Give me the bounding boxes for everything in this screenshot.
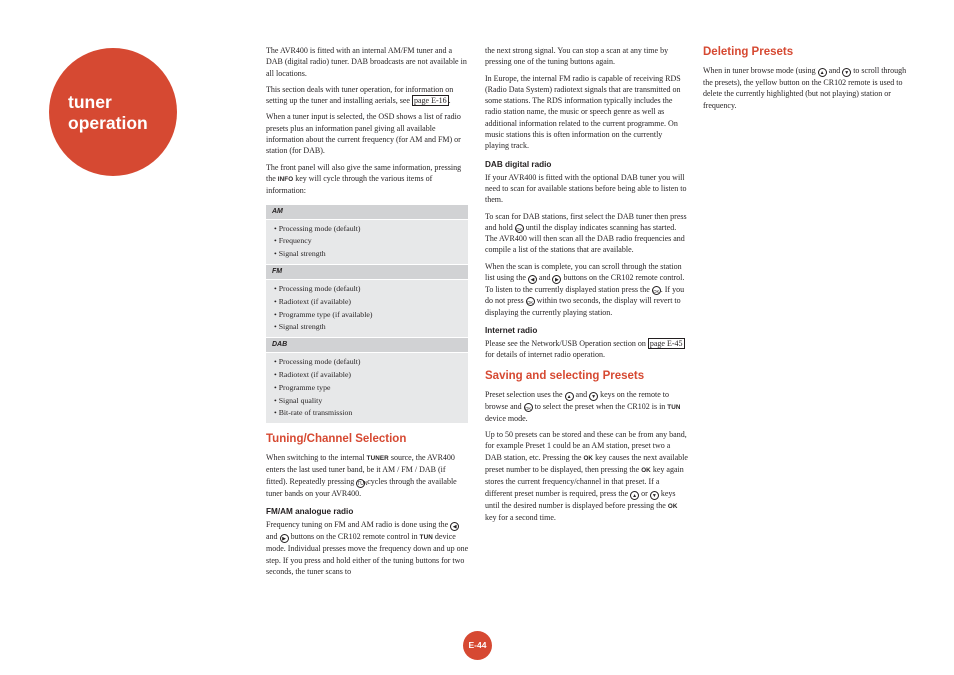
up-arrow-icon: ▲ (630, 491, 639, 500)
setup-paragraph (266, 84, 469, 107)
internet-heading: Internet radio (485, 325, 538, 335)
dab-text-2: until the display indicates scanning has started. The AVR400 will then scan all the DAB radio frequencies and compile a list of the stations that are available. (485, 222, 685, 255)
ok-key: OK (583, 454, 594, 462)
tun-button-icon: TUN (357, 480, 368, 487)
saving-and: and (575, 389, 588, 399)
fmam-text-2: buttons on the CR102 remote control in (290, 532, 418, 542)
right-arrow-icon: ▶ (280, 534, 289, 543)
deleting-paragraph (703, 65, 908, 111)
saving-text-6: key causes the next available preset number to be displayed, then pressing the (485, 452, 688, 475)
dab-text-5: . If you do not press (485, 285, 685, 306)
left-arrow-icon: ◀ (528, 275, 537, 284)
down-arrow-icon: ▼ (842, 68, 851, 77)
ok-button-icon: OK (515, 224, 524, 233)
page-ref-link[interactable]: page E-16 (413, 96, 447, 106)
ok-button-icon: OK (652, 286, 661, 295)
list-item: • Processing mode (default) (274, 223, 468, 236)
table-body-dab (266, 353, 468, 424)
saving-text-9: key for a second time. (485, 512, 556, 522)
tuner-key: TUNER (366, 455, 389, 463)
table-body-fm (266, 280, 468, 338)
saving-text-4: device mode. (485, 413, 528, 423)
scan-continue-paragraph: the next strong signal. You can stop a scan at any time by pressing one of the tuning buttons again. (485, 46, 669, 67)
info-key: INFO (277, 175, 294, 183)
deleting-text: When in tuner browse mode (using (703, 66, 816, 75)
dab-text-6: within two seconds, the display will revert to displaying the currently playing station. (485, 296, 681, 317)
column-3 (703, 45, 908, 116)
list-item: • Processing mode (default) (274, 356, 468, 369)
section-title-line1: tuner (68, 92, 112, 112)
saving-text-8: keys until the desired number is displayed before pressing the (485, 488, 676, 510)
saving-text-5: Up to 50 presets can be stored and these can be from any band, for example Preset 1 could be an AM station, preset two a DAB station, etc. Pressing the (485, 430, 687, 462)
fmam-heading: FM/AM analogue radio (266, 507, 354, 517)
down-arrow-icon: ▼ (650, 491, 659, 500)
list-item: • Bit-rate of transmission (274, 407, 468, 420)
intro-paragraph: The AVR400 is fitted with an internal AM/FM tuner and a DAB (digital radio) tuner. DAB broadcasts are not available in all locations. (266, 46, 467, 78)
saving-text-7: key again stores the current frequency/channel in that preset. If a different preset number is required, press the (485, 465, 684, 498)
fmam-text: Frequency tuning on FM and AM radio is done using the (266, 520, 449, 530)
internet-text: Please see the Network/USB Operation section on (485, 338, 646, 348)
section-title-line2: operation (68, 112, 148, 133)
fmam-paragraph (266, 519, 469, 577)
rds-paragraph: In Europe, the internal FM radio is capable of receiving RDS (Radio Data System) radiotext signals that are transmitted on some stations. The RDS information typically includes the radio station name, the music or speech genre as well as additional information related to the current programme. On music stations this is often information on the currently playing track. (485, 73, 681, 151)
list-item: • Signal strength (274, 321, 468, 334)
deleting-and: and (828, 66, 841, 75)
list-item: • Programme type (if available) (274, 309, 468, 322)
list-item: • Radiotext (if available) (274, 369, 468, 382)
dab-paragraph-2 (485, 211, 688, 256)
internet-text-2: for details of internet radio operation. (485, 350, 605, 360)
dab-text-4: buttons on the CR102 remote control. To listen to the currently displayed station press the (485, 273, 685, 295)
dab-paragraph-3 (485, 261, 688, 318)
deleting-text-2: to scroll through the presets), the yellow button on the CR102 remote is used to delete the currently highlighted (but not playing) station or frequency. (703, 66, 907, 110)
dab-heading: DAB digital radio (485, 159, 552, 169)
dab-and: and (538, 273, 551, 283)
list-item: • Radiotext (if available) (274, 296, 468, 309)
ok-key: OK (641, 467, 651, 475)
page-ref-link[interactable]: page E-45 (649, 338, 683, 348)
front-panel-text-2: key will cycle through the various items of information: (266, 173, 433, 196)
table-header-fm: FM (266, 265, 468, 280)
info-table (266, 205, 468, 425)
tuning-text-2: source, the AVR400 enters the last used tuner band, be it AM / FM / DAB (if fitted). Repeatedly pressing (266, 453, 455, 486)
deleting-heading: Deleting Presets (703, 46, 794, 58)
saving-heading: Saving and selecting Presets (485, 369, 645, 382)
list-item: • Signal strength (274, 248, 468, 261)
table-header-dab: DAB (266, 338, 468, 353)
up-arrow-icon: ▲ (818, 68, 827, 77)
right-arrow-icon: ▶ (552, 275, 561, 284)
osd-paragraph: When a tuner input is selected, the OSD shows a list of radio presets plus an information panel giving all available information about the current frequency (for AM and FM) or station (for DAB). (266, 112, 461, 156)
tun-key: TUN (667, 403, 681, 411)
saving-text: Preset selection uses the (485, 389, 563, 399)
saving-text-3: to select the preset when the CR102 is in (534, 401, 666, 411)
column-2 (485, 45, 688, 528)
up-arrow-icon: ▲ (565, 392, 574, 401)
list-item: • Processing mode (default) (274, 283, 468, 296)
saving-paragraph-1 (485, 389, 688, 425)
tuning-text: When switching to the internal (266, 453, 365, 463)
ok-button-icon: OK (524, 403, 533, 412)
left-arrow-icon: ◀ (450, 522, 459, 531)
dab-paragraph-1: If your AVR400 is fitted with the optional DAB tuner you will need to scan for available stations before being able to listen to them. (485, 172, 687, 205)
section-title (68, 92, 168, 133)
saving-paragraph-2 (485, 429, 688, 523)
front-panel-text: The front panel will also give the same information, pressing the (266, 162, 462, 183)
tuning-text-3: cycles through the available tuner bands on your AVR400. (266, 476, 457, 498)
ok-key: OK (667, 502, 678, 510)
page-number: E-44 (463, 631, 492, 660)
list-item: • Signal quality (274, 395, 468, 408)
internet-paragraph (485, 338, 688, 361)
column-1 (266, 45, 469, 582)
fmam-text-3: device mode. Individual presses move the frequency down and up one step. If you press and hold either of the tuning buttons for two seconds, the tuner scans to (266, 532, 469, 576)
setup-period: . (448, 96, 451, 106)
table-header-am: AM (266, 205, 468, 220)
tuning-paragraph (266, 452, 469, 499)
fmam-and: and (266, 532, 278, 542)
front-panel-paragraph (266, 162, 469, 197)
saving-text-2: keys on the remote to browse and (485, 389, 669, 411)
tuning-heading: Tuning/Channel Selection (266, 433, 407, 446)
table-body-am (266, 220, 468, 265)
tun-key: TUN (419, 534, 433, 542)
setup-text: This section deals with tuner operation, for information on setting up the tuner and installing aerials, see (266, 84, 454, 106)
list-item: • Programme type (274, 382, 468, 395)
saving-or: or (641, 488, 648, 498)
list-item: • Frequency (274, 235, 468, 248)
down-arrow-icon: ▼ (589, 392, 598, 401)
dab-text-3: When the scan is complete, you can scroll through the station list using the (485, 261, 682, 283)
ok-button-icon: OK (526, 297, 535, 306)
dab-text: To scan for DAB stations, first select the DAB tuner then press and hold (485, 211, 687, 232)
